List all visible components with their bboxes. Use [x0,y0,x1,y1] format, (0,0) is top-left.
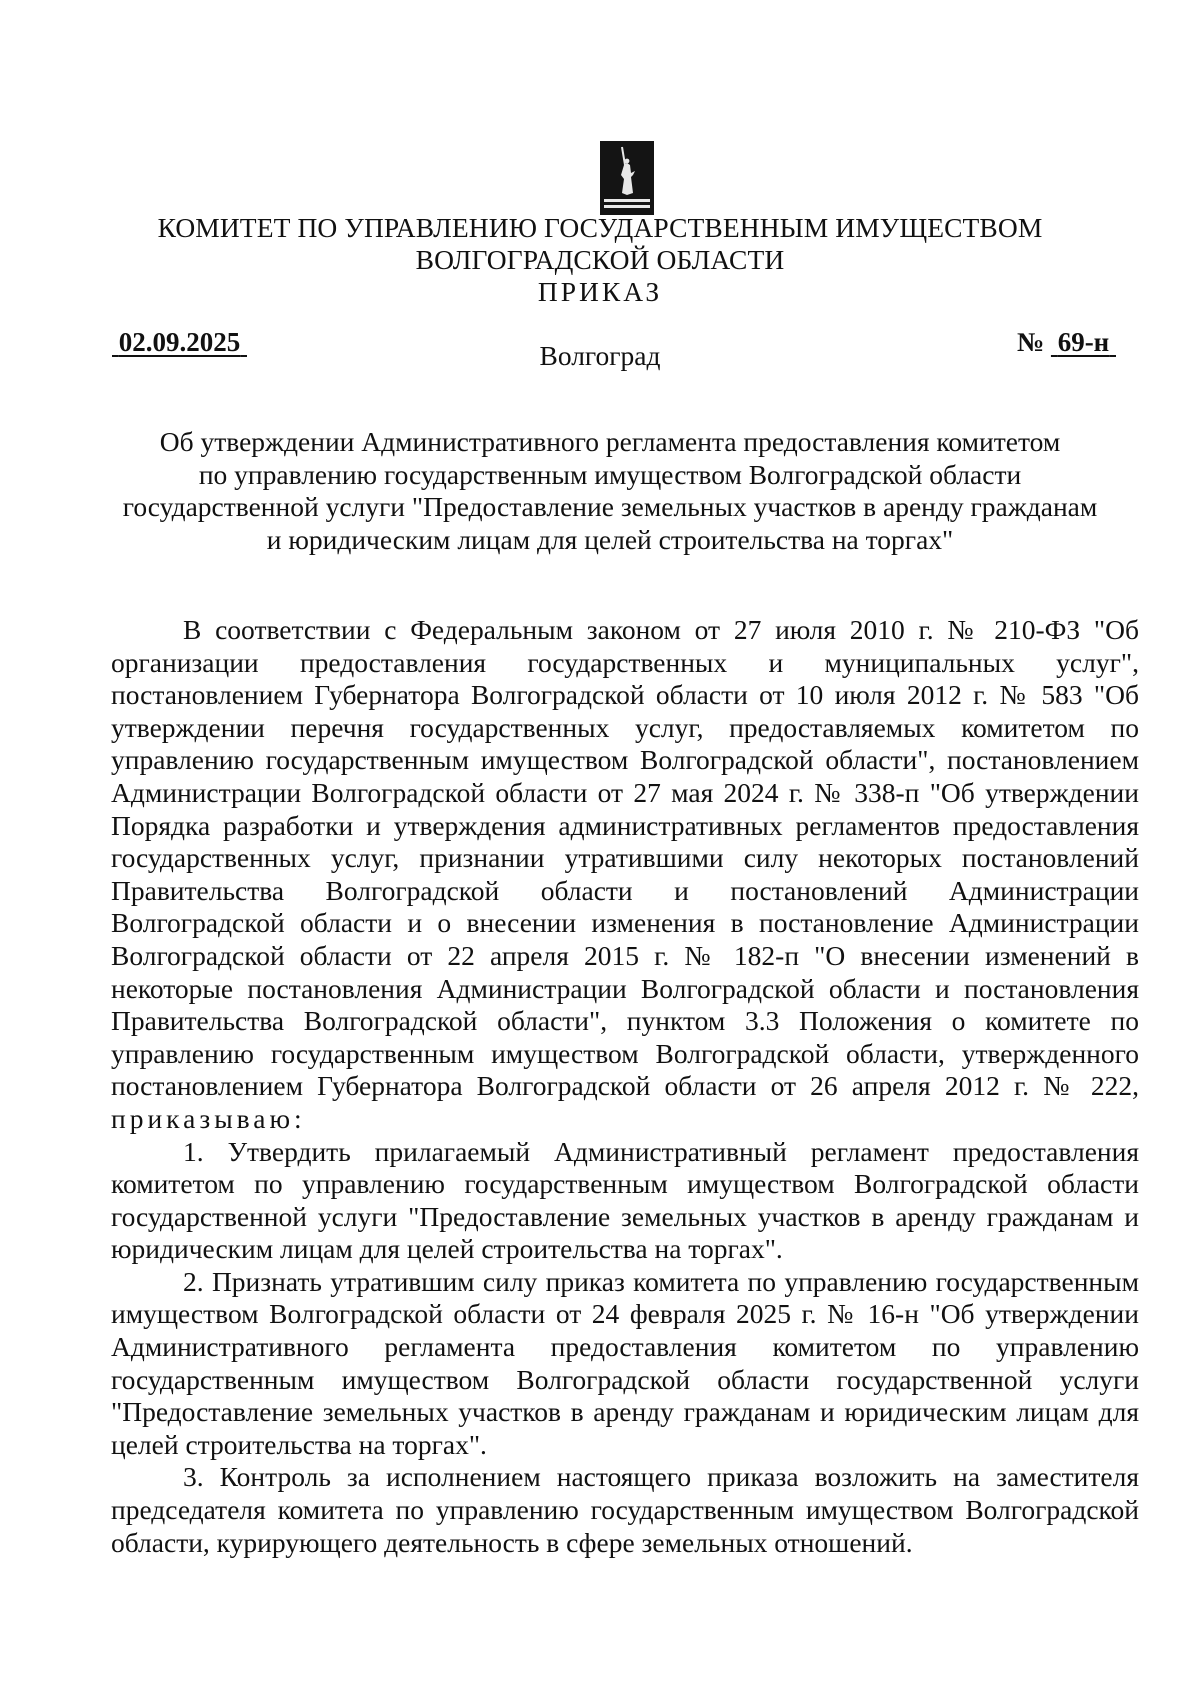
order-item-1: 1. Утвердить прилагаемый Административный регламент предоставления комитетом по управлению государственным имуществом Волгоградской области государственной услуги "Предоставление земельных участков в аренду гражданам и юридическим лицам для целей строительства на торгах". [111,1135,1139,1265]
order-word: приказываю: [111,1102,306,1134]
order-item-3: 3. Контроль за исполнением настоящего приказа возложить на заместителя председателя комитета по управлению государственным имуществом Волгоградской области, курирующего деятельность в сфере земельных отношений. [111,1461,1139,1558]
city-name: Волгоград [539,340,661,371]
motherland-statue-icon [600,141,654,215]
preamble-paragraph [111,614,1139,1136]
committee-name-line2: ВОЛГОГРАДСКОЙ ОБЛАСТИ [415,244,785,275]
order-item-2: 2. Признать утратившим силу приказ комитета по управлению государственным имуществом Волгоградской области от 24 февраля 2025 г. № 16-н "Об утверждении Административного регламента предоставления комитетом по управлению государственным имуществом Волгоградской области государственной услуги "Предоставление земельных участков в аренду гражданам и юридическим лицам для целей строительства на торгах". [111,1265,1139,1460]
document-body [111,614,1139,1559]
title-line: и юридическим лицам для целей строительства на торгах" [266,523,954,555]
coat-of-arms-emblem [600,141,654,215]
document-type: ПРИКАЗ [537,276,663,307]
document-title [110,426,1110,556]
title-line: по управлению государственным имуществом Волгоградской области [198,458,1022,490]
committee-name-line1: КОМИТЕТ ПО УПРАВЛЕНИЮ ГОСУДАРСТВЕННЫМ ИМУЩЕСТВОМ [157,212,1043,243]
document-number-value: 69-н [1057,327,1110,357]
title-line: государственной услуги "Предоставление земельных участков в аренду гражданам [122,491,1098,522]
preamble-text: В соответствии с Федеральным законом от 27 июля 2010 г. № 210-ФЗ "Об организации предоставления государственных и муниципальных услуг", постановлением Губернатора Волгоградской области от 10 июля 2012 г. № 583 "Об утверждении перечня государственных услуг, предоставляемых комитетом по управлению государственным имуществом Волгоградской области", постановлением Администрации Волгоградской области от 27 мая 2024 г. № 338-п "Об утверждении Порядка разработки и утверждения административных регламентов предоставления государственных услуг, признании утратившими силу некоторых постановлений Правительства Волгоградской области и постановлений Администрации Волгоградской области и о внесении изменения в постановление Администрации Волгоградской области от 22 апреля 2015 г. № 182-п "О внесении изменений в некоторые постановления Администрации Волгоградской области и постановления Правительства Волгоградской области", пунктом 3.3 Положения о комитете по управлению государственным имуществом Волгоградской области, утвержденного постановлением Губернатора Волгоградской области от 26 апреля 2012 г. № 222, [111,614,1139,1102]
document-date-value: 02.09.2025 [118,327,241,357]
title-line: Об утверждении Административного регламента предоставления комитетом [159,426,1061,457]
document-number-label: № [1017,327,1045,357]
